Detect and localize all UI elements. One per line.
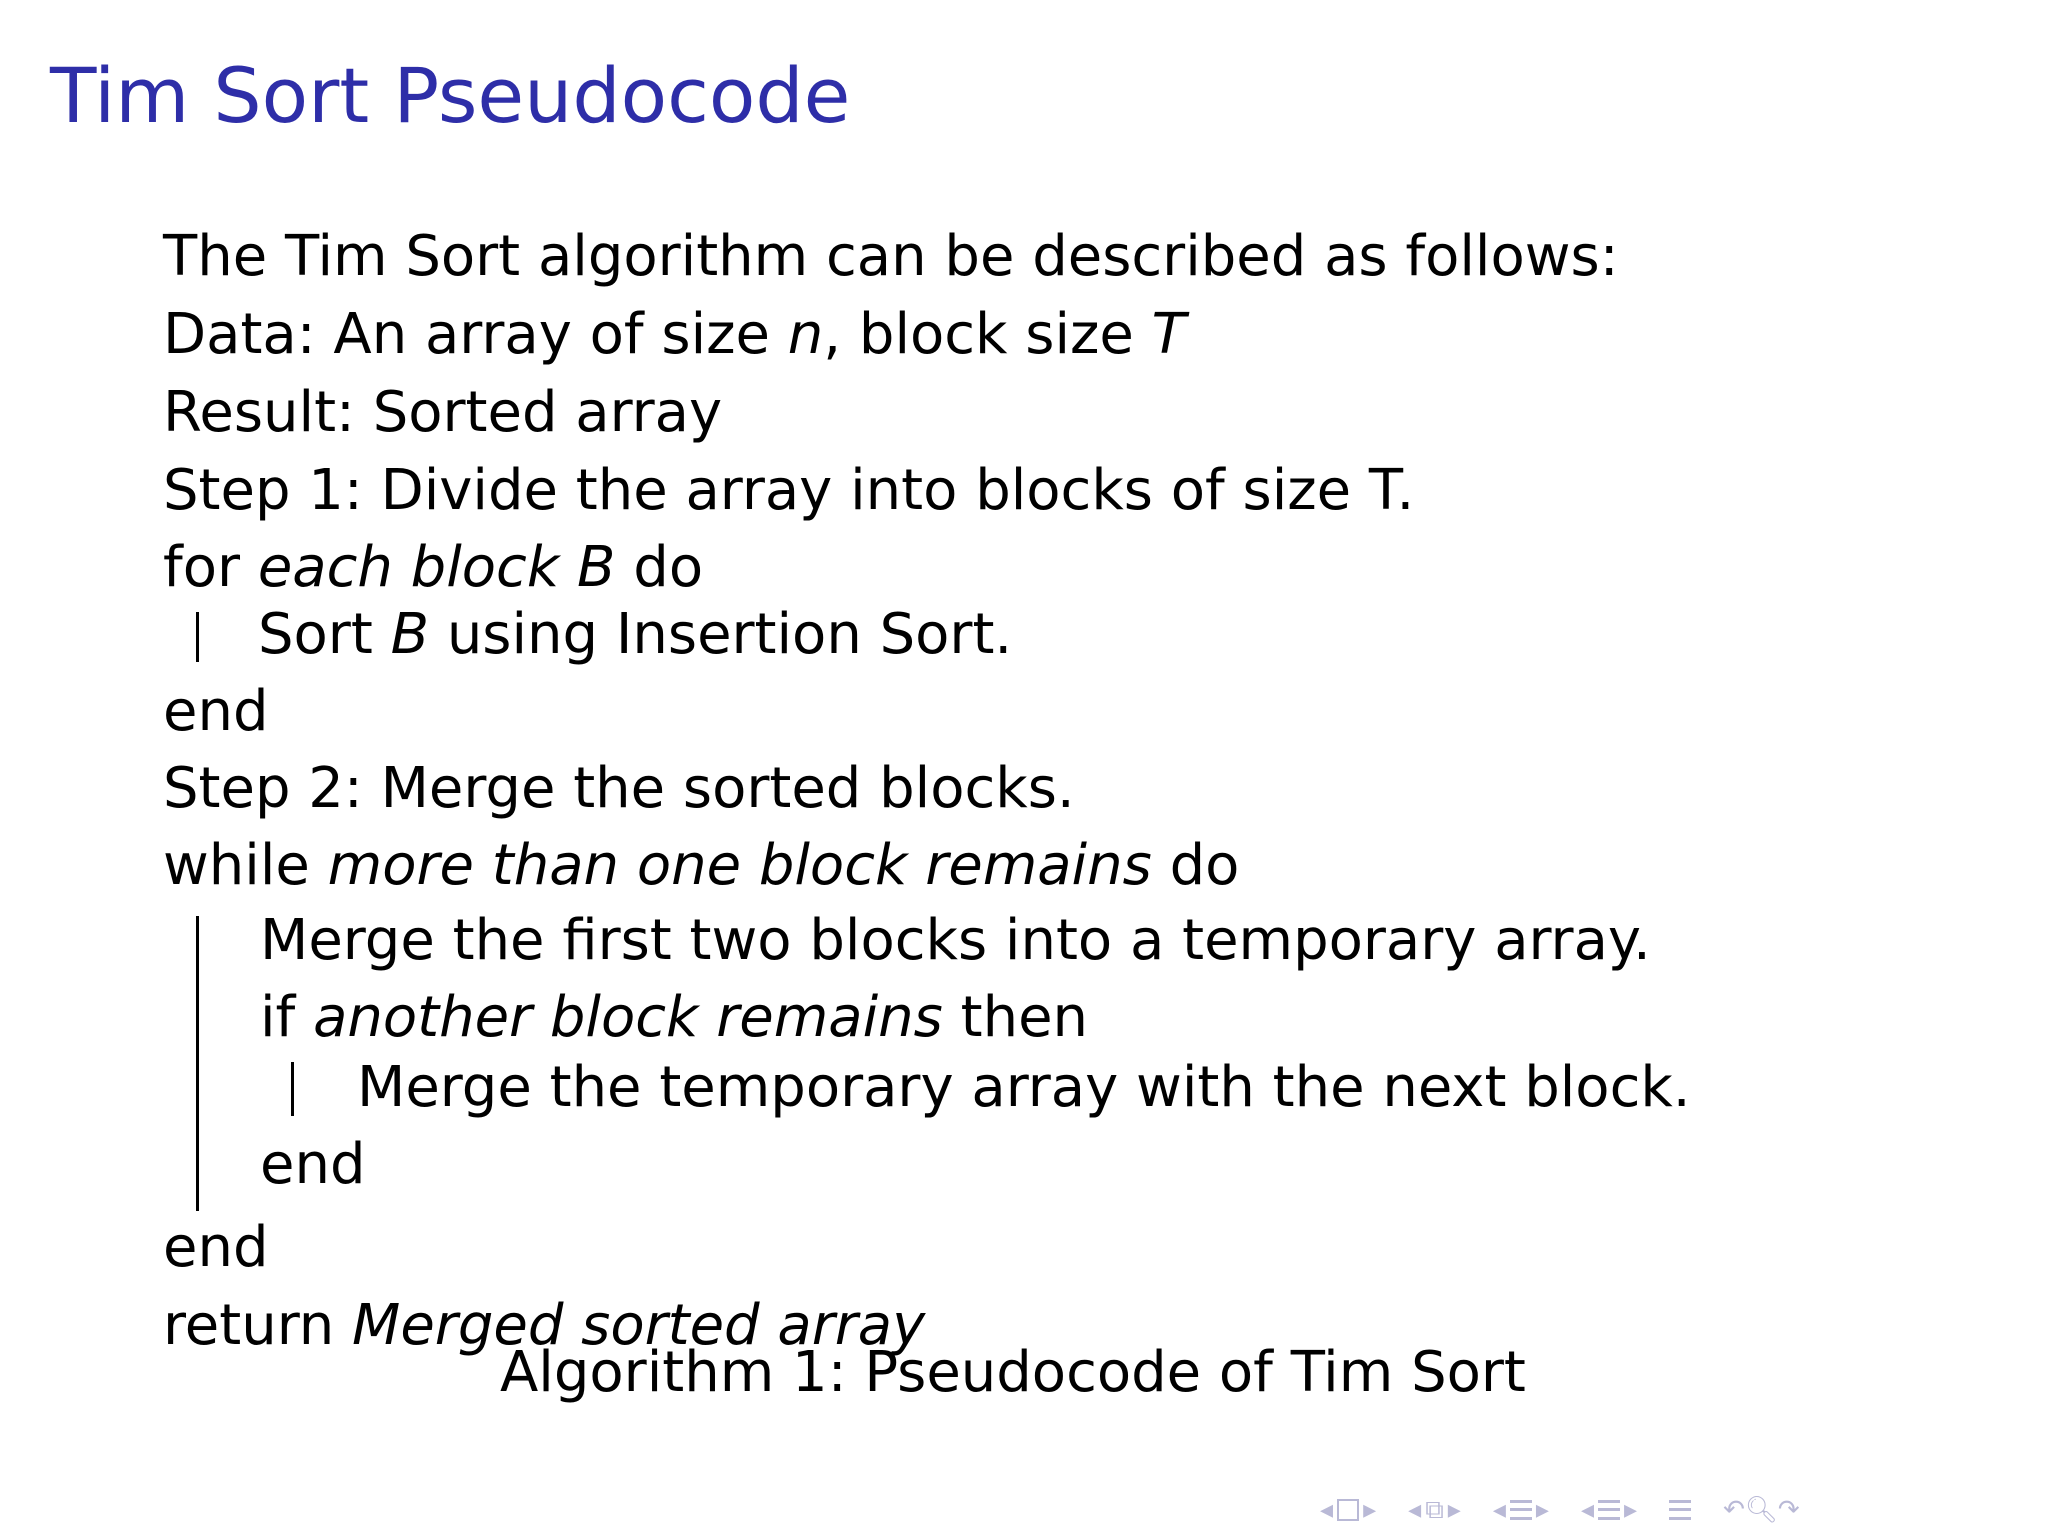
nav-subsection-icon[interactable]: ⧉	[1425, 1494, 1444, 1525]
nav-document-next-icon[interactable]: ▸	[1624, 1495, 1638, 1525]
nav-frame-next-icon[interactable]: ▸	[1363, 1495, 1377, 1525]
for-loop-block-bar	[196, 612, 199, 662]
result-label: Result:	[163, 380, 373, 445]
slide-title: Tim Sort Pseudocode	[50, 51, 851, 140]
nav-section-next-icon[interactable]: ▸	[1535, 1495, 1549, 1525]
return-keyword: return	[163, 1293, 353, 1358]
nav-subsection-next-icon[interactable]: ▸	[1447, 1495, 1461, 1525]
nav-frame-icon[interactable]	[1337, 1499, 1359, 1521]
frame-nav-group	[1320, 1495, 1376, 1525]
for-end-keyword: end	[163, 679, 269, 744]
nav-section-icon[interactable]	[1510, 1500, 1532, 1520]
step-2-line: Step 2: Merge the sorted blocks.	[163, 756, 1075, 821]
for-do-keyword: do	[615, 535, 704, 600]
subsection-nav-group	[1408, 1495, 1461, 1526]
while-loop-block-bar	[196, 916, 199, 1211]
nav-search-icon[interactable]: ↶🔍︎↷	[1723, 1495, 1800, 1525]
data-var-n: n	[787, 302, 824, 367]
result-text: Sorted array	[372, 380, 723, 445]
document-nav-group	[1581, 1495, 1637, 1525]
step-1-line: Step 1: Divide the array into blocks of size T.	[163, 458, 1415, 523]
nav-frame-prev-icon[interactable]: ◂	[1320, 1495, 1334, 1525]
section-nav-group	[1493, 1495, 1549, 1525]
merge-next-line: Merge the temporary array with the next block.	[357, 1055, 1691, 1120]
nav-section-prev-icon[interactable]: ◂	[1492, 1495, 1506, 1525]
search-nav-group	[1723, 1495, 1800, 1525]
data-text-1: An array of size	[333, 302, 788, 367]
return-value: Merged sorted array	[352, 1293, 926, 1358]
if-keyword: if	[260, 985, 314, 1050]
if-then-keyword: then	[942, 985, 1089, 1050]
algorithm-result-line	[163, 378, 722, 448]
nav-appendix-icon[interactable]	[1669, 1500, 1691, 1520]
nav-document-icon[interactable]	[1598, 1500, 1620, 1520]
data-text-2: , block size	[823, 302, 1152, 367]
if-header	[260, 983, 1088, 1053]
algorithm-data-line	[163, 300, 1186, 370]
if-block-bar	[291, 1062, 294, 1116]
if-end-keyword: end	[260, 1132, 366, 1197]
while-do-keyword: do	[1151, 833, 1240, 898]
while-keyword: while	[163, 833, 328, 898]
for-loop-header	[163, 533, 703, 603]
beamer-navigation-bar	[1320, 1488, 1826, 1532]
for-condition: each block B	[257, 535, 616, 600]
sort-var-b: B	[390, 602, 430, 667]
if-condition: another block remains	[313, 985, 943, 1050]
while-end-keyword: end	[163, 1215, 269, 1280]
while-condition: more than one block remains	[327, 833, 1152, 898]
merge-first-line: Merge the first two blocks into a temporary array.	[260, 908, 1651, 973]
for-keyword: for	[163, 535, 258, 600]
nav-subsection-prev-icon[interactable]: ◂	[1408, 1495, 1422, 1525]
sort-text-2: using Insertion Sort.	[429, 602, 1013, 667]
sort-block-line	[258, 600, 1012, 670]
algorithm-caption: Algorithm 1: Pseudocode of Tim Sort	[500, 1340, 1526, 1405]
data-label: Data:	[163, 302, 334, 367]
sort-text-1: Sort	[258, 602, 391, 667]
intro-text: The Tim Sort algorithm can be described as follows:	[163, 224, 1619, 289]
nav-document-prev-icon[interactable]: ◂	[1580, 1495, 1595, 1525]
while-loop-header	[163, 831, 1239, 901]
appendix-nav-group	[1669, 1500, 1691, 1520]
data-var-t: T	[1151, 302, 1186, 367]
